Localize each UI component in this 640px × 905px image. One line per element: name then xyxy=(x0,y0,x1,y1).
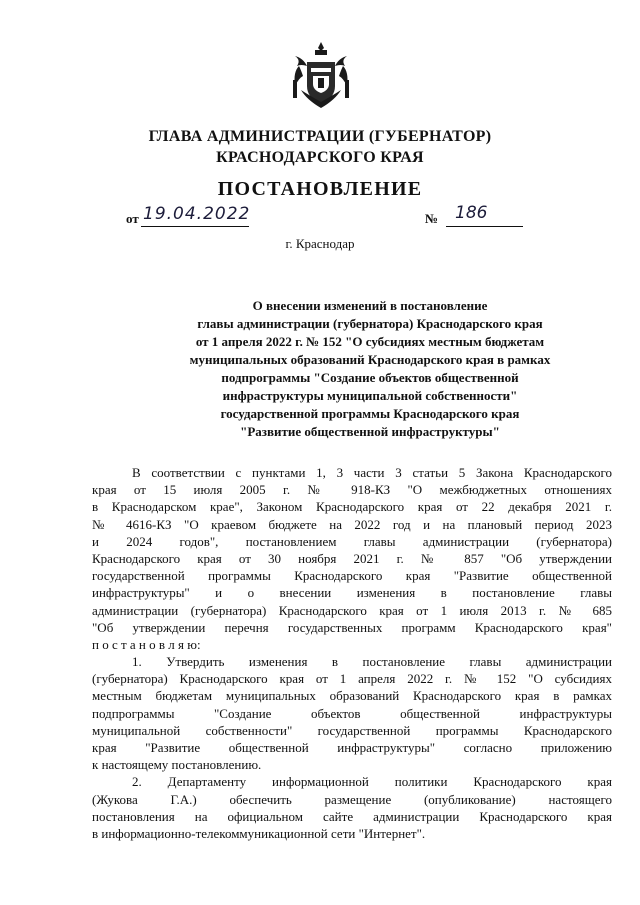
title-line: инфраструктуры муниципальной собственности" xyxy=(222,388,518,403)
body-line: муниципальной собственности" государственной программы Краснодарского xyxy=(92,722,612,738)
date-label: от xyxy=(126,211,139,226)
city: г. Краснодар xyxy=(285,236,355,251)
title-line: от 1 апреля 2022 г. № 152 "О субсидиях местным бюджетам xyxy=(195,334,545,349)
title-line: муниципальных образований Краснодарского края в рамках xyxy=(189,352,551,367)
title-line: "Развитие общественной инфраструктуры" xyxy=(240,424,500,439)
body-line: к настоящему постановлению. xyxy=(92,757,262,773)
body-line: инфраструктуры" и о внесении изменения в постановление главы xyxy=(92,585,612,601)
authority-name-line-1: ГЛАВА АДМИНИСТРАЦИИ (ГУБЕРНАТОР) xyxy=(148,128,492,145)
body-line: края от 15 июля 2005 г. № 918-КЗ "О межбюджетных отношениях xyxy=(92,482,612,498)
title-line: подпрограммы "Создание объектов общественной xyxy=(221,370,519,385)
body-line: государственной программы Краснодарского края "Развитие общественной xyxy=(92,568,612,584)
body-line: 1. Утвердить изменения в постановление главы администрации xyxy=(132,654,612,670)
title-line: государственной программы Краснодарского края xyxy=(220,406,520,421)
body-line: п о с т а н о в л я ю: xyxy=(92,636,201,652)
date-underline xyxy=(141,226,249,227)
authority-name-line-2: КРАСНОДАРСКОГО КРАЯ xyxy=(216,149,424,166)
body-line: 2. Департаменту информационной политики Краснодарского края xyxy=(132,774,612,790)
body-line: администрации (губернатора) Краснодарского края от 1 июля 2013 г. № 685 xyxy=(92,602,612,618)
title-line: главы администрации (губернатора) Краснодарского края xyxy=(197,316,543,331)
coat-of-arms-icon xyxy=(285,40,357,112)
body-line: Краснодарского края от 30 ноября 2021 г. № 857 "Об утверждении xyxy=(92,550,612,566)
body-line: края "Развитие общественной инфраструктуры" согласно приложению xyxy=(92,740,612,755)
body-line: (Жукова Г.А.) обеспечить размещение (опубликование) настоящего xyxy=(92,791,612,807)
number-value: 186 xyxy=(455,203,488,223)
body-line: № 4616-КЗ "О краевом бюджете на 2022 год и на плановый период 2023 xyxy=(92,516,612,532)
body-line: подпрограммы "Создание объектов общественной инфраструктуры xyxy=(92,705,612,721)
title-line: О внесении изменений в постановление xyxy=(252,298,488,313)
body-line: в Краснодарском крае", Законом Краснодарского края от 22 декабря 2021 г. xyxy=(92,499,612,515)
body-line: и 2024 годов", постановлением главы администрации (губернатора) xyxy=(92,533,612,549)
body-line: постановления на официальном сайте администрации Краснодарского края xyxy=(92,808,612,824)
body-line: в информационно-телекоммуникационной сети "Интернет". xyxy=(92,825,426,841)
body-line: местным бюджетам муниципальных образований Краснодарского края в рамках xyxy=(92,688,612,704)
number-underline xyxy=(446,226,523,227)
date-value: 19.04.2022 xyxy=(143,204,251,224)
document-title xyxy=(130,297,610,441)
body-line: "Об утверждении перечня государственных программ Краснодарского края" xyxy=(92,619,612,635)
document-type: ПОСТАНОВЛЕНИЕ xyxy=(217,178,423,200)
body-line: В соответствии с пунктами 1, 3 части 3 статьи 5 Закона Краснодарского xyxy=(132,465,612,480)
body-line: (губернатора) Краснодарского края от 1 апреля 2022 г. № 152 "О субсидиях xyxy=(92,671,612,687)
number-label: № xyxy=(425,211,439,226)
document-body xyxy=(92,464,612,842)
